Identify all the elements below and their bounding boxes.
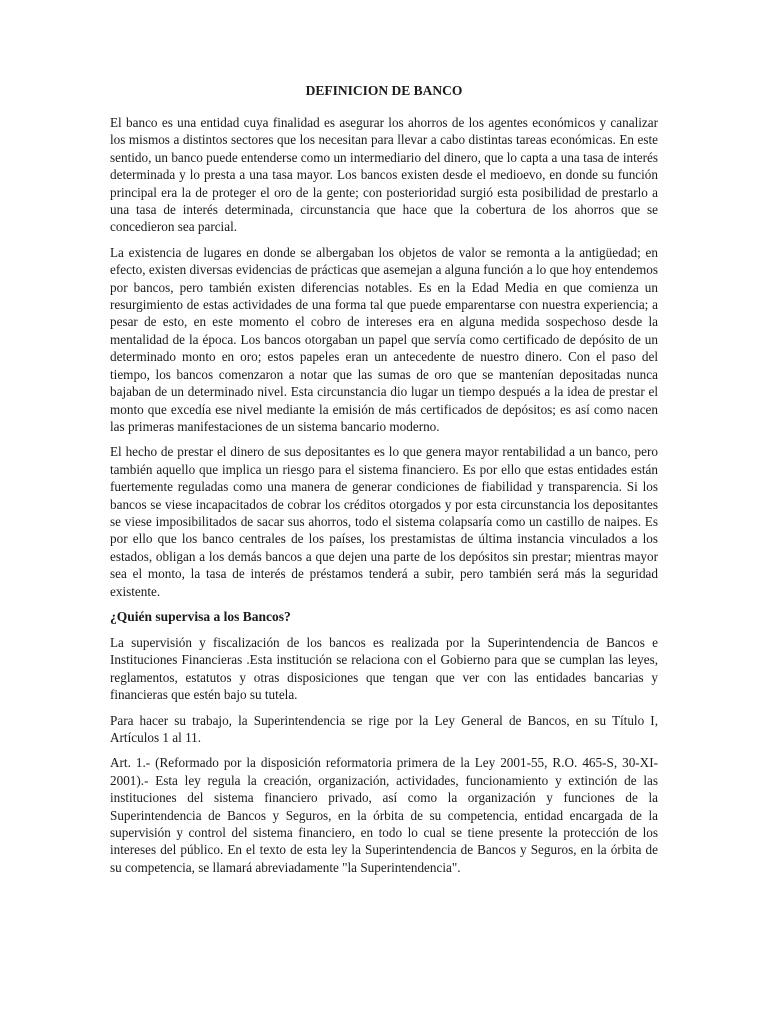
paragraph-article-1: Art. 1.- (Reformado por la disposición reformatoria primera de la Ley 2001-55, R.O. 465-S, 30-XI-2001).- Esta ley regula la creación, organización, actividades, funcionamiento y extinción de las instituciones del sistema financiero privado, así como la organización y funciones de la Superintendencia de Bancos y Seguros, en la órbita de su competencia, entidad encargada de la supervisión y control del sistema financiero, en todo lo cual se tiene presente la protección de los intereses del público. En el texto de esta ley la Superintendencia de Bancos y Seguros, en la órbita de su competencia, se llamará abreviadamente "la Superintendencia". [110,755,658,875]
paragraph-bank-history: La existencia de lugares en donde se albergaban los objetos de valor se remonta a la antigüedad; en efecto, existen diversas evidencias de prácticas que asemejan a alguna función a lo que hoy entendemos por bancos, pero también existen diferencias notables. Es en la Edad Media en que comienza un resurgimiento de estas actividades de una forma tal que puede emparentarse con nuestra experiencia; a pesar de esto, en este momento el cobro de intereses era en alguna medida sospechoso desde la mentalidad de la época. Los bancos otorgaban un papel que servía como certificado de depósito de un determinado monto en oro; estos papeles eran un antecedente de nuestro dinero. Con el paso del tiempo, los bancos comenzaron a notar que las sumas de oro que se mantenían depositadas nunca bajaban de un determinado nivel. Esta circunstancia dio lugar un tiempo después a la idea de prestar el monto que excedía ese nivel mediante la emisión de más certificados de depósitos; es así como nacen las primeras manifestaciones de un sistema bancario moderno. [110,244,658,434]
paragraph-bank-definition: El banco es una entidad cuya finalidad es asegurar los ahorros de los agentes económicos y canalizar los mismos a distintos sectores que los necesitan para llevar a cabo distintas tareas económicas. En este sentido, un banco puede entenderse como un intermediario del dinero, que lo capta a una tasa de interés determinada y lo presta a una tasa mayor. Los bancos existen desde el medioevo, en donde su función principal era la de proteger el oro de la gente; con posterioridad surgió esta posibilidad de prestarlo a una tasa de interés determinada, circunstancia que hace que la cobertura de los ahorros que se concedieron sea parcial. [110,115,658,235]
document-title: DEFINICION DE BANCO [305,83,463,98]
paragraph-bank-lending-risk: El hecho de prestar el dinero de sus depositantes es lo que genera mayor rentabilidad a un banco, pero también aquello que implica un riesgo para el sistema financiero. Es por ello que estas entidades están fuertemente reguladas como una manera de generar condiciones de fiabilidad y transparencia. Si los bancos se viese incapacitados de cobrar los créditos otorgados y por esta circunstancia los depositantes se viese imposibilitados de sacar sus ahorros, todo el sistema colapsaría como un castillo de naipes. Es por ello que los banco centrales de los países, los prestamistas de última instancia vinculados a los estados, obligan a los demás bancos a que dejen una parte de los depósitos sin prestar; mientras mayor sea el monto, la tasa de interés de préstamos tenderá a subir, pero también será más la seguridad existente. [110,444,658,599]
section-heading-supervision: ¿Quién supervisa a los Bancos? [110,608,291,624]
paragraph-supervision: La supervisión y fiscalización de los bancos es realizada por la Superintendencia de Bancos e Instituciones Financieras .Esta institución se relaciona con el Gobierno para que se cumplan las leyes, reglamentos, estatutos y otras disposiciones que tengan que ver con las entidades bancarias y financieras que estén bajo su tutela. [110,634,658,703]
paragraph-general-banking-law: Para hacer su trabajo, la Superintendencia se rige por la Ley General de Bancos, en su Título I, Artículos 1 al 11. [110,712,658,745]
